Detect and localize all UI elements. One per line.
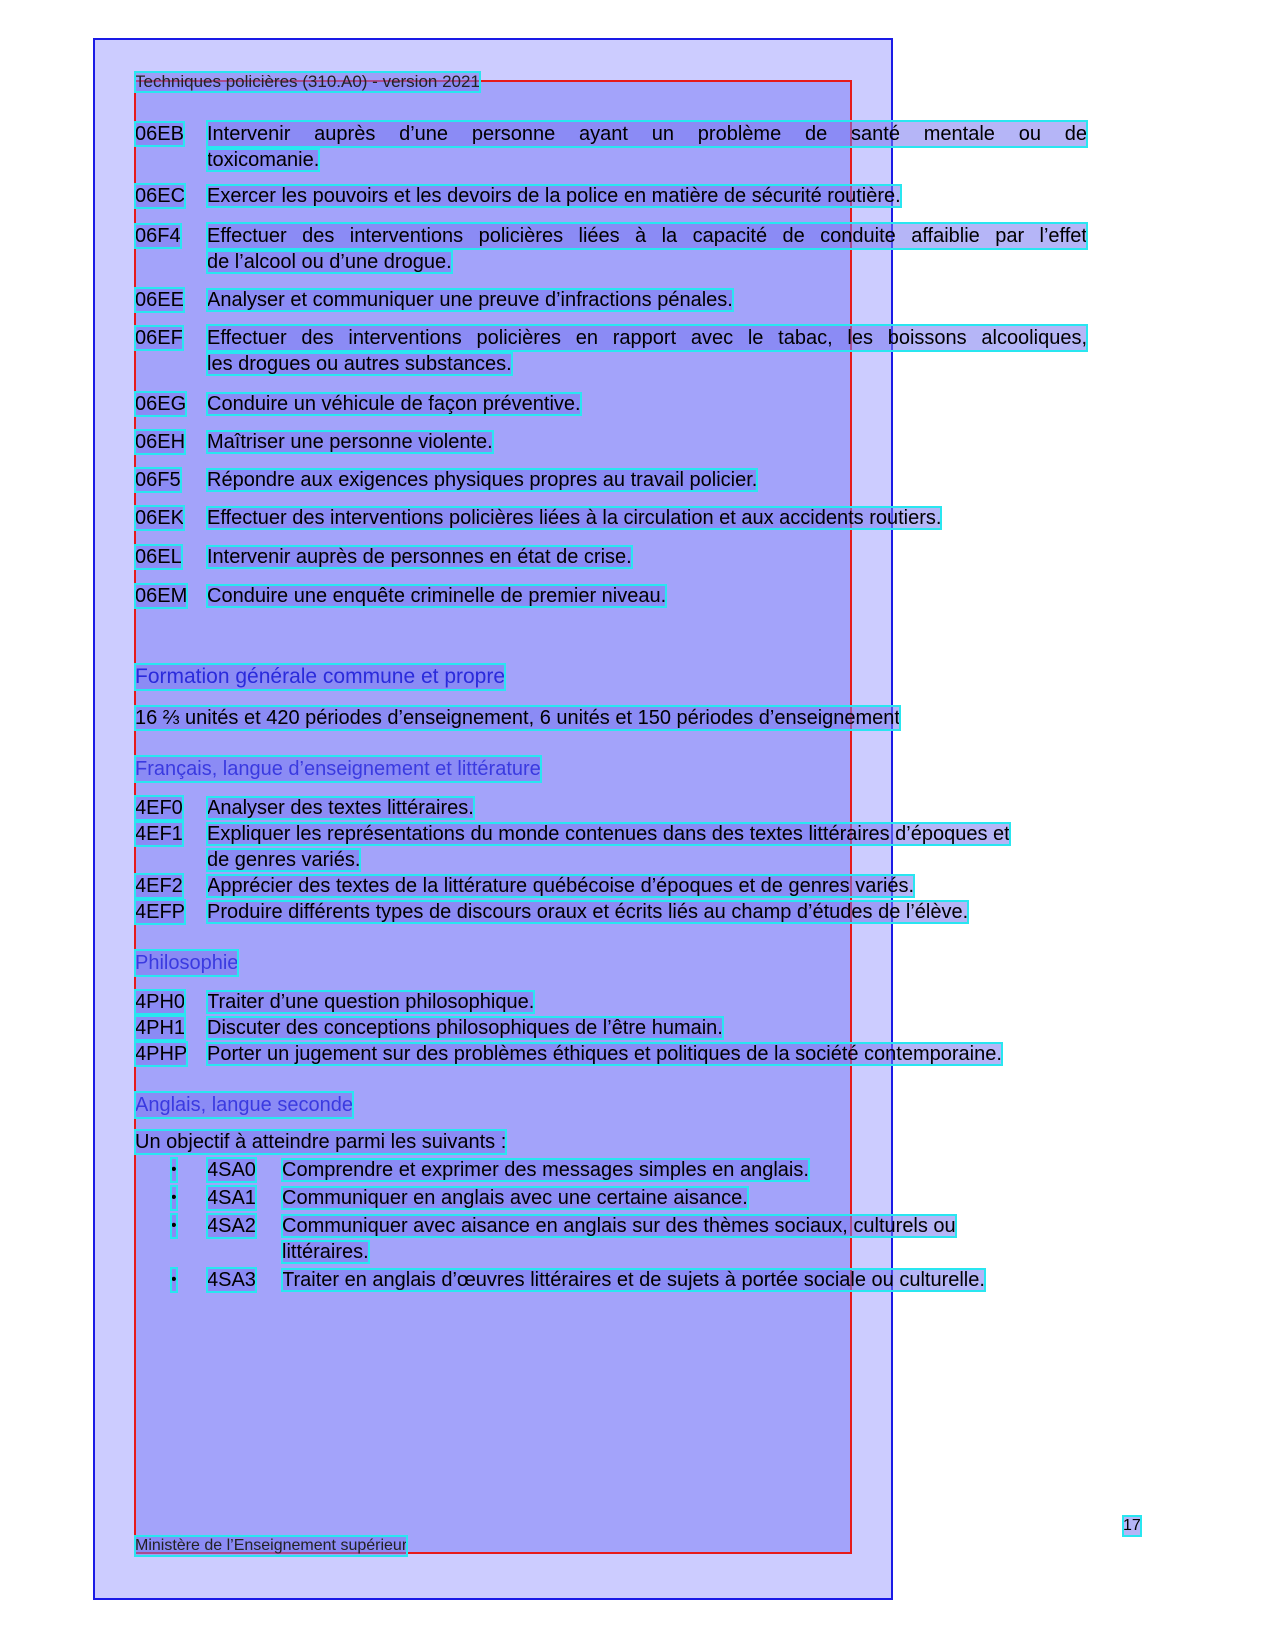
competency-line: Maîtriser une personne violente.: [207, 431, 493, 453]
competency-line: les drogues ou autres substances.: [207, 353, 512, 375]
subsection-heading: Philosophie: [135, 952, 239, 974]
course-line: littéraires.: [282, 1241, 369, 1263]
course-line: Porter un jugement sur des problèmes éthiques et politiques de la société contemporaine.: [207, 1043, 1002, 1065]
course-line: Communiquer avec aisance en anglais sur des thèmes sociaux, culturels ou: [282, 1215, 956, 1237]
running-header: Techniques policières (310.A0) - version 2021: [135, 72, 480, 91]
course-description: [207, 899, 968, 925]
competency-line: Conduire une enquête criminelle de premier niveau.: [207, 585, 667, 607]
competency-line: de l’alcool ou d’une drogue.: [207, 251, 452, 273]
competency-description: [207, 325, 1087, 377]
competency-line: toxicomanie.: [207, 149, 320, 171]
competency-description: [207, 183, 901, 209]
competency-line: Conduire un véhicule de façon préventive.: [207, 393, 581, 415]
competency-line: Analyser et communiquer une preuve d’infractions pénales.: [207, 289, 733, 311]
bullet: •: [171, 1214, 177, 1238]
competency-description: [207, 583, 666, 609]
course-description: [282, 1157, 809, 1183]
competency-description: [207, 391, 581, 417]
competency-description: [207, 121, 1087, 173]
course-description: [207, 1015, 723, 1041]
course-description: [207, 795, 474, 821]
course-description: [207, 873, 914, 899]
section-heading: Formation générale commune et propre: [135, 665, 506, 688]
competency-description: [207, 429, 493, 455]
page-number: 17: [1123, 1517, 1141, 1534]
competency-description: [207, 467, 757, 493]
course-code: 4EF0: [135, 797, 183, 819]
competency-code: 06EF: [135, 327, 183, 349]
course-description: [207, 989, 534, 1015]
competency-code: 06F5: [135, 469, 181, 491]
competency-code: 06EK: [135, 507, 184, 529]
course-code: 4SA0: [207, 1159, 256, 1181]
course-line: Produire différents types de discours oraux et écrits liés au champ d’études de l’élève.: [207, 901, 969, 923]
course-code: 4SA2: [207, 1215, 256, 1237]
competency-line: Répondre aux exigences physiques propres au travail policier.: [207, 469, 758, 491]
course-description: [282, 1185, 748, 1211]
competency-description: [207, 544, 632, 570]
course-code: 4PHP: [135, 1043, 188, 1065]
competency-line: Intervenir auprès de personnes en état de crise.: [207, 546, 632, 568]
course-code: 4PH1: [135, 1017, 186, 1039]
bullet: •: [171, 1186, 177, 1210]
subsection-heading: Anglais, langue seconde: [135, 1094, 353, 1116]
competency-code: 06EB: [135, 123, 184, 145]
competency-code: 06EG: [135, 393, 187, 415]
competency-line: Effectuer des interventions policières liées à la capacité de conduite affaiblie par l’effet: [207, 225, 1087, 247]
competency-line: Effectuer des interventions policières en rapport avec le tabac, les boissons alcooliques,: [207, 327, 1087, 349]
course-description: [282, 1213, 956, 1265]
course-code: 4PH0: [135, 991, 186, 1013]
competency-code: 06EL: [135, 546, 182, 568]
course-line: Communiquer en anglais avec une certaine aisance.: [282, 1187, 748, 1209]
bullet: •: [171, 1158, 177, 1182]
competency-line: Effectuer des interventions policières liées à la circulation et aux accidents routiers.: [207, 507, 942, 529]
course-description: [207, 821, 1010, 873]
course-line: Discuter des conceptions philosophiques de l’être humain.: [207, 1017, 723, 1039]
course-description: [207, 1041, 1002, 1067]
course-description: [282, 1267, 985, 1293]
course-line: Apprécier des textes de la littérature québécoise d’époques et de genres variés.: [207, 875, 915, 897]
competency-code: 06EE: [135, 289, 184, 311]
course-code: 4SA3: [207, 1269, 256, 1291]
competency-line: Intervenir auprès d’une personne ayant un problème de santé mentale ou de: [207, 123, 1087, 145]
competency-code: 06EM: [135, 585, 188, 607]
course-line: Analyser des textes littéraires.: [207, 797, 474, 819]
course-line: Comprendre et exprimer des messages simples en anglais.: [282, 1159, 809, 1181]
course-line: Traiter en anglais d’œuvres littéraires et de sujets à portée sociale ou culturelle.: [282, 1269, 985, 1291]
bullet: •: [171, 1268, 177, 1292]
competency-code: 06EC: [135, 185, 186, 207]
competency-description: [207, 505, 941, 531]
course-code: 4SA1: [207, 1187, 256, 1209]
course-code: 4EFP: [135, 901, 186, 923]
course-line: Expliquer les représentations du monde contenues dans des textes littéraires d’époques et: [207, 823, 1010, 845]
course-code: 4EF1: [135, 823, 183, 845]
competency-code: 06EH: [135, 431, 186, 453]
units-line: 16 ⅔ unités et 420 périodes d’enseignement, 6 unités et 150 périodes d’enseignement: [135, 707, 900, 729]
intro-text: Un objectif à atteindre parmi les suivants :: [135, 1131, 507, 1153]
subsection-heading: Français, langue d’enseignement et littérature: [135, 758, 541, 780]
competency-line: Exercer les pouvoirs et les devoirs de la police en matière de sécurité routière.: [207, 185, 901, 207]
course-line: Traiter d’une question philosophique.: [207, 991, 535, 1013]
course-line: de genres variés.: [207, 849, 361, 871]
competency-description: [207, 287, 733, 313]
competency-code: 06F4: [135, 225, 181, 247]
running-footer: Ministère de l’Enseignement supérieur: [135, 1537, 408, 1554]
course-code: 4EF2: [135, 875, 183, 897]
competency-description: [207, 223, 1087, 275]
